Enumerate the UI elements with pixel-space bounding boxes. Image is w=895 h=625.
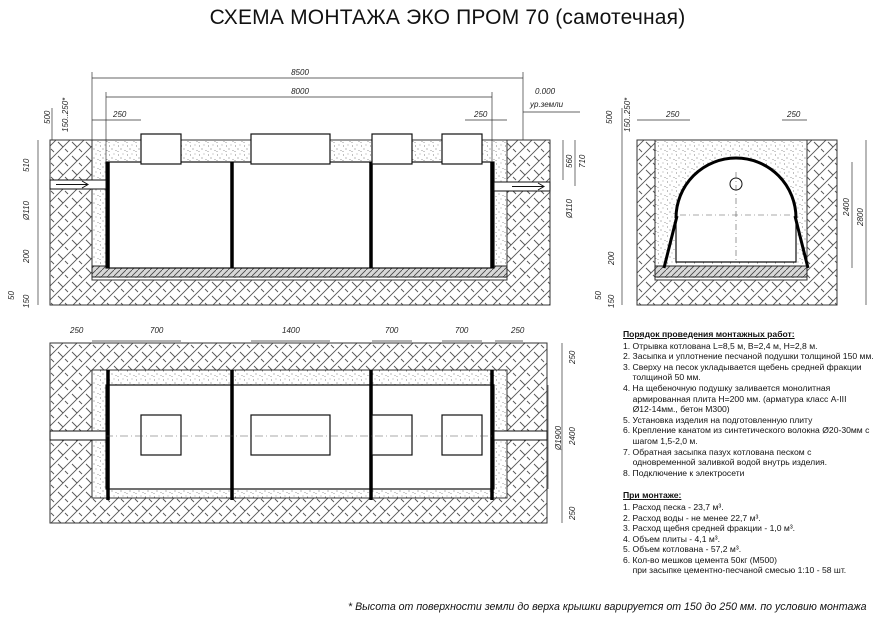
side-dim-right-250: 250 [787, 110, 801, 119]
plan-dim-700-a: 700 [150, 326, 164, 335]
mounting-item: 6. Кол-во мешков цемента 50кг (М500) при засыпке цементно-песчаной смесью 1:10 - 58 шт. [623, 554, 847, 576]
front-hatch [141, 134, 181, 164]
ground-level-value: 0.000 [535, 87, 556, 96]
mounting-item: 2. Расход воды - не менее 22,7 м³. [623, 512, 761, 523]
dim-left-v-top: 500 [43, 110, 52, 124]
drawing-title: СХЕМА МОНТАЖА ЭКО ПРОМ 70 (самотечная) [209, 6, 686, 29]
mounting-heading: При монтаже: [623, 490, 682, 501]
front-hatch [372, 134, 412, 164]
mounting-item: 4. Объем плиты - 4,1 м³. [623, 533, 721, 544]
front-tank [106, 162, 494, 268]
side-dim-2400: 2400 [842, 198, 851, 216]
ground-level-label: ур.земли [530, 100, 564, 109]
instruction-item: 3. Сверху на песок укладывается щебень средней фракции толщиной 50 мм. [623, 361, 862, 383]
plan-hatch [141, 415, 181, 455]
plan-inlet-pipe [50, 431, 106, 440]
dim-total-length: 8500 [291, 68, 309, 77]
side-dim-lid: 150..250* [623, 97, 632, 132]
instruction-item: 4. На щебеночную подушку заливается монолитная армированная плита Н=200 мм. (арматура класс A-III Ø12-14мм., бетон М300) [623, 382, 847, 415]
front-hatch [251, 134, 330, 164]
plan-view [50, 326, 577, 523]
instruction-item: 2. Засыпка и уплотнение песчаной подушки толщиной 150 мм. [623, 351, 874, 362]
dim-right-560: 560 [565, 154, 574, 168]
plan-dim-700-b: 700 [385, 326, 399, 335]
plan-dim-2400: 2400 [568, 427, 577, 445]
side-dim-150: 150 [607, 294, 616, 308]
dim-left-inlet: 510 [22, 158, 31, 172]
footnote: * Высота от поверхности земли до верха крышки варируется от 150 до 250 мм. по условию монтажа [348, 601, 867, 613]
side-slab [655, 266, 807, 277]
mounting-item: 3. Расход щебня средней фракции - 1,0 м³. [623, 523, 796, 534]
side-dim-left-250: 250 [666, 110, 680, 119]
plan-dim-250-a: 250 [70, 326, 84, 335]
side-view [594, 97, 866, 308]
instruction-item: 1. Отрывка котлована L=8,5 м, В=2,4 м, Н=2,8 м. [623, 340, 818, 351]
dim-right-top: 250 [474, 110, 488, 119]
instruction-item: 6. Крепление канатом из синтетического волокна Ø20-30мм с шагом 1,5-2,0 м. [623, 425, 870, 446]
instruction-item: 8. Подключение к электросети [623, 467, 745, 478]
instruction-item: 7. Обратная засыпка пазух котлована песком с одновременной заливкой водой внутрь изделия. [623, 446, 828, 468]
mounting-item: 1. Расход песка - 23,7 м³. [623, 501, 724, 512]
side-dim-500: 500 [605, 110, 614, 124]
side-dim-200: 200 [607, 251, 616, 265]
front-hatch [442, 134, 482, 164]
dim-outlet-pipe: Ø110 [565, 199, 574, 218]
dim-tank-length: 8000 [291, 87, 309, 96]
dim-bottom-50: 50 [7, 291, 16, 300]
dim-right-710: 710 [578, 154, 587, 168]
dim-bottom-150: 150 [22, 294, 31, 308]
plan-dim-right-250-bottom: 250 [568, 506, 577, 520]
dim-inlet-pipe: Ø110 [22, 201, 31, 220]
dim-left-top: 250 [113, 110, 127, 119]
plan-outlet-pipe [494, 431, 547, 440]
mounting-item: 5. Объем котлована - 57,2 м³. [623, 544, 742, 555]
plan-dim-right-250-top: 250 [568, 350, 577, 364]
dim-left-v-lid: 150..250* [61, 97, 70, 132]
plan-hatch [442, 415, 482, 455]
plan-dim-1400: 1400 [282, 326, 300, 335]
plan-hatch [372, 415, 412, 455]
instructions-block [623, 329, 885, 576]
instruction-item: 5. Установка изделия на подготовленную плиту [623, 414, 813, 425]
dim-slab: 200 [22, 249, 31, 263]
front-view [7, 68, 587, 308]
plan-dim-250-b: 250 [511, 326, 525, 335]
plan-hatch [251, 415, 330, 455]
side-dim-2800: 2800 [856, 208, 865, 226]
plan-dim-700-c: 700 [455, 326, 469, 335]
plan-dim-diameter: Ø1900 [554, 425, 563, 450]
instructions-heading: Порядок проведения монтажных работ: [623, 329, 795, 339]
side-dim-50: 50 [594, 291, 603, 300]
